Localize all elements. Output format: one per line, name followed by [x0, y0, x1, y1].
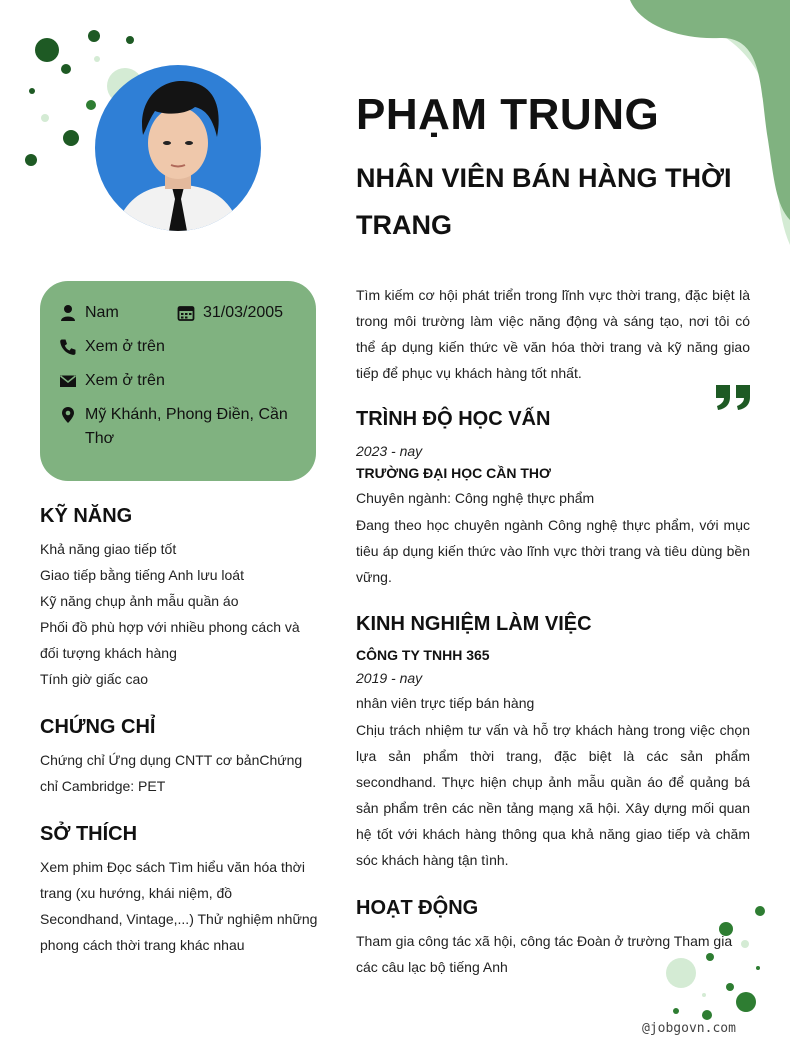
avatar	[95, 65, 261, 231]
education-school: TRƯỜNG ĐẠI HỌC CẦN THƠ	[356, 465, 551, 481]
skill-item: Kỹ năng chụp ảnh mẫu quần áo	[40, 593, 239, 609]
quote-icon	[714, 383, 752, 411]
deco-dot	[673, 1008, 679, 1014]
contact-box	[40, 281, 316, 481]
deco-dot	[755, 906, 765, 916]
deco-dot	[29, 88, 35, 94]
phone-row	[59, 335, 165, 359]
deco-dot	[41, 114, 49, 122]
gender-row	[59, 301, 119, 325]
watermark: @jobgovn.com	[642, 1021, 736, 1036]
deco-dot	[702, 1010, 712, 1020]
dob-value: 31/03/2005	[203, 304, 284, 321]
dob-row	[177, 301, 283, 325]
phone-icon	[59, 338, 77, 356]
email-value: Xem ở trên	[85, 372, 165, 389]
hobbies-title: SỞ THÍCH	[40, 823, 138, 845]
experience-title: KINH NGHIỆM LÀM VIỆC	[356, 613, 592, 635]
deco-dot	[25, 154, 37, 166]
email-icon	[59, 372, 77, 390]
education-major: Chuyên ngành: Công nghệ thực phẩm	[356, 490, 595, 506]
job-title: NHÂN VIÊN BÁN HÀNG THỜI TRANG	[356, 163, 732, 240]
experience-company: CÔNG TY TNHH 365	[356, 647, 490, 663]
education-description: Đang theo học chuyên ngành Công nghệ thực phẩm, với mục tiêu áp dụng kiến thức vào lĩnh vực thời trang và tiêu dùng bền vững.	[356, 517, 750, 585]
gender-value: Nam	[85, 304, 119, 321]
deco-dot	[86, 100, 96, 110]
user-icon	[59, 304, 77, 322]
activities-text: Tham gia công tác xã hội, công tác Đoàn ở trường Tham gia các câu lạc bộ tiếng Anh	[356, 933, 733, 975]
activities-title: HOẠT ĐỘNG	[356, 897, 479, 919]
candidate-name: PHẠM TRUNG	[356, 90, 660, 139]
experience-description: Chịu trách nhiệm tư vấn và hỗ trợ khách hàng trong việc chọn lựa sản phẩm thời trang, đặc biệt là các sản phẩm secondhand. Thực hiện chụp ảnh mẫu quần áo để quảng bá sản phẩm trên các nền tảng mạng xã hội. Xây dựng mối quan hệ tốt với khách hàng thông qua khả năng giao tiếp và chăm sóc khách hàng tận tình.	[356, 722, 750, 868]
deco-dot	[61, 64, 71, 74]
deco-dot	[126, 36, 134, 44]
certificates-text: Chứng chỉ Ứng dụng CNTT cơ bảnChứng chỉ Cambridge: PET	[40, 752, 303, 794]
experience-date: 2019 - nay	[356, 670, 423, 686]
deco-dot	[726, 983, 734, 991]
phone-value: Xem ở trên	[85, 338, 165, 355]
address-value: Mỹ Khánh, Phong Điền, Cần Thơ	[85, 406, 288, 447]
education-title: TRÌNH ĐỘ HỌC VẤN	[356, 408, 551, 430]
education-date: 2023 - nay	[356, 443, 423, 459]
skills-list	[40, 536, 315, 692]
hobbies-text: Xem phim Đọc sách Tìm hiểu văn hóa thời trang (xu hướng, khái niệm, đồ Secondhand, Vintage,...) Thử nghiệm những phong cách thời trang khác nhau	[40, 859, 318, 953]
skill-item: Phối đồ phù hợp với nhiều phong cách và đối tượng khách hàng	[40, 619, 300, 661]
location-icon	[59, 406, 77, 424]
deco-dot	[736, 992, 756, 1012]
deco-dot	[35, 38, 59, 62]
deco-dot	[702, 993, 706, 997]
deco-dot	[88, 30, 100, 42]
deco-dot	[756, 966, 760, 970]
experience-position: nhân viên trực tiếp bán hàng	[356, 695, 535, 711]
deco-dot	[94, 56, 100, 62]
address-row	[59, 403, 299, 451]
certificates-title: CHỨNG CHỈ	[40, 716, 156, 738]
skills-title: KỸ NĂNG	[40, 505, 133, 527]
skill-item: Khả năng giao tiếp tốt	[40, 541, 177, 557]
skill-item: Giao tiếp bằng tiếng Anh lưu loát	[40, 567, 244, 583]
deco-dot	[63, 130, 79, 146]
email-row	[59, 369, 165, 393]
skill-item: Tính giờ giấc cao	[40, 671, 149, 687]
portrait-illustration	[95, 65, 261, 231]
calendar-icon	[177, 304, 195, 322]
career-objective: Tìm kiếm cơ hội phát triển trong lĩnh vực thời trang, đặc biệt là trong môi trường làm việc năng động và sáng tạo, nơi tôi có thể áp dụng kiến thức về văn hóa thời trang và kỹ năng giao tiếp để phục vụ khách hàng tốt nhất.	[356, 287, 750, 381]
